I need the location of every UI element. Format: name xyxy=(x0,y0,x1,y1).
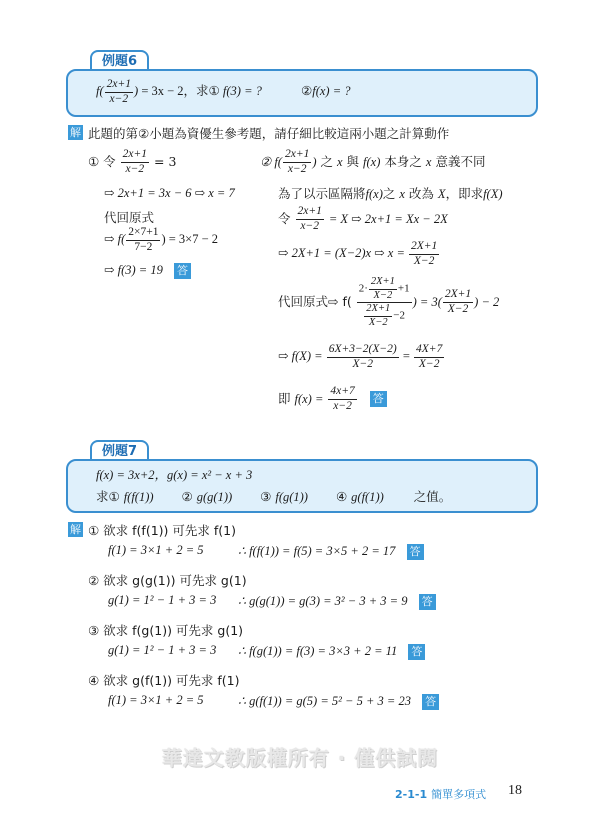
part1-line4: ⇨ f( $\frac{2\times 7+1}{7-2}$ ) = 3×7 − 2 xyxy=(104,226,219,253)
example-6-label: 例題6 xyxy=(90,50,149,74)
part2-line7: 即 f(x) = $\frac{4x+7}{x-2}$ 答 xyxy=(278,385,387,414)
part1-line1: ① 令 $\frac{2x+1}{x-2}$ = 3 xyxy=(88,148,177,175)
example-6-question: f( $\frac{2x+1}{x-2}$ ) = 3x − 2，求① f(3) = ? ②f(x) = ? xyxy=(96,78,351,105)
section-footer: 2-1-1 簡單多項式 xyxy=(395,788,487,801)
ex7-part2-left: g(1) = 1² − 1 + 3 = 3 xyxy=(108,593,217,607)
page-number: 18 xyxy=(508,783,522,798)
solution-7-marker: 解 xyxy=(70,523,81,536)
part1-line3: 代回原式 xyxy=(104,210,155,225)
ex7-part1-head: ① 欲求 f(f(1)) 可先求 f(1) xyxy=(88,523,236,538)
example-7-question-line1: f(x) = 3x+2，g(x) = x² − x + 3 xyxy=(96,468,253,482)
answer-badge: 答 xyxy=(408,644,425,660)
part1-line2: ⇨ 2x+1 = 3x − 6 ⇨ x = 7 xyxy=(104,186,235,200)
answer-badge: 答 xyxy=(174,263,191,279)
ex7-part2-head: ② 欲求 g(g(1)) 可先求 g(1) xyxy=(88,573,247,588)
part2-line4: ⇨ 2X+1 = (X−2)x ⇨ x = $\frac{2X+1}{X-2}$ xyxy=(278,240,438,267)
solution-6-intro: 此題的第②小題為資優生參考題，請仔細比較這兩小題之計算動作 xyxy=(88,126,450,141)
solution-6-marker: 解 xyxy=(70,126,81,139)
answer-badge: 答 xyxy=(370,391,387,407)
part1-line5: ⇨ f(3) = 19 答 xyxy=(104,262,191,279)
answer-badge: 答 xyxy=(422,694,439,710)
ex7-part1-right: ∴ f(f(1)) = f(5) = 3×5 + 2 = 17 答 xyxy=(238,543,424,560)
ex7-part4-left: f(1) = 3×1 + 2 = 5 xyxy=(108,693,204,707)
answer-badge: 答 xyxy=(407,544,424,560)
ex7-part3-head: ③ 欲求 f(g(1)) 可先求 g(1) xyxy=(88,623,244,638)
ex7-part3-left: g(1) = 1² − 1 + 3 = 3 xyxy=(108,643,217,657)
part2-line5: 代回原式⇨ f( 2· $\frac{2X+1}{X-2}$ +1 $\frac{2X+1}{X-2}$ −2 ) = 3( $\frac{2X+1}{X-2}$ ) − 2 xyxy=(278,276,500,328)
part2-line1: ② f( $\frac{2x+1}{x-2}$ ) 之 x 與 f(x) 本身之 x 意義不同 xyxy=(260,148,486,175)
ex7-part4-right: ∴ g(f(1)) = g(5) = 5² − 5 + 3 = 23 答 xyxy=(238,693,439,710)
ex7-part4-head: ④ 欲求 g(f(1)) 可先求 f(1) xyxy=(88,673,240,688)
ex7-part2-right: ∴ g(g(1)) = g(3) = 3² − 3 + 3 = 9 答 xyxy=(238,593,436,610)
ex7-part1-left: f(1) = 3×1 + 2 = 5 xyxy=(108,543,204,557)
example-7-label: 例題7 xyxy=(90,440,149,464)
ex7-part3-right: ∴ f(g(1)) = f(3) = 3×3 + 2 = 11 答 xyxy=(238,643,425,660)
example-7-question-line2: 求① f(f(1)) ② g(g(1)) ③ f(g(1)) ④ g(f(1)) 之值。 xyxy=(96,489,452,504)
copyright-watermark: 華達文教版權所有 · 僅供試閱 xyxy=(161,746,439,770)
part2-line2: 為了以示區隔將f(x)之 x 改為 X，即求f(X) xyxy=(278,186,503,201)
answer-badge: 答 xyxy=(419,594,436,610)
part2-line3: 令 $\frac{2x+1}{x-2}$ = X ⇨ 2x+1 = Xx − 2X xyxy=(278,205,448,232)
part2-line6: ⇨ f(X) = $\frac{6X+3-2(X-2)}{X-2}$ = $\frac{4X+7}{X-2}$ xyxy=(278,343,443,370)
